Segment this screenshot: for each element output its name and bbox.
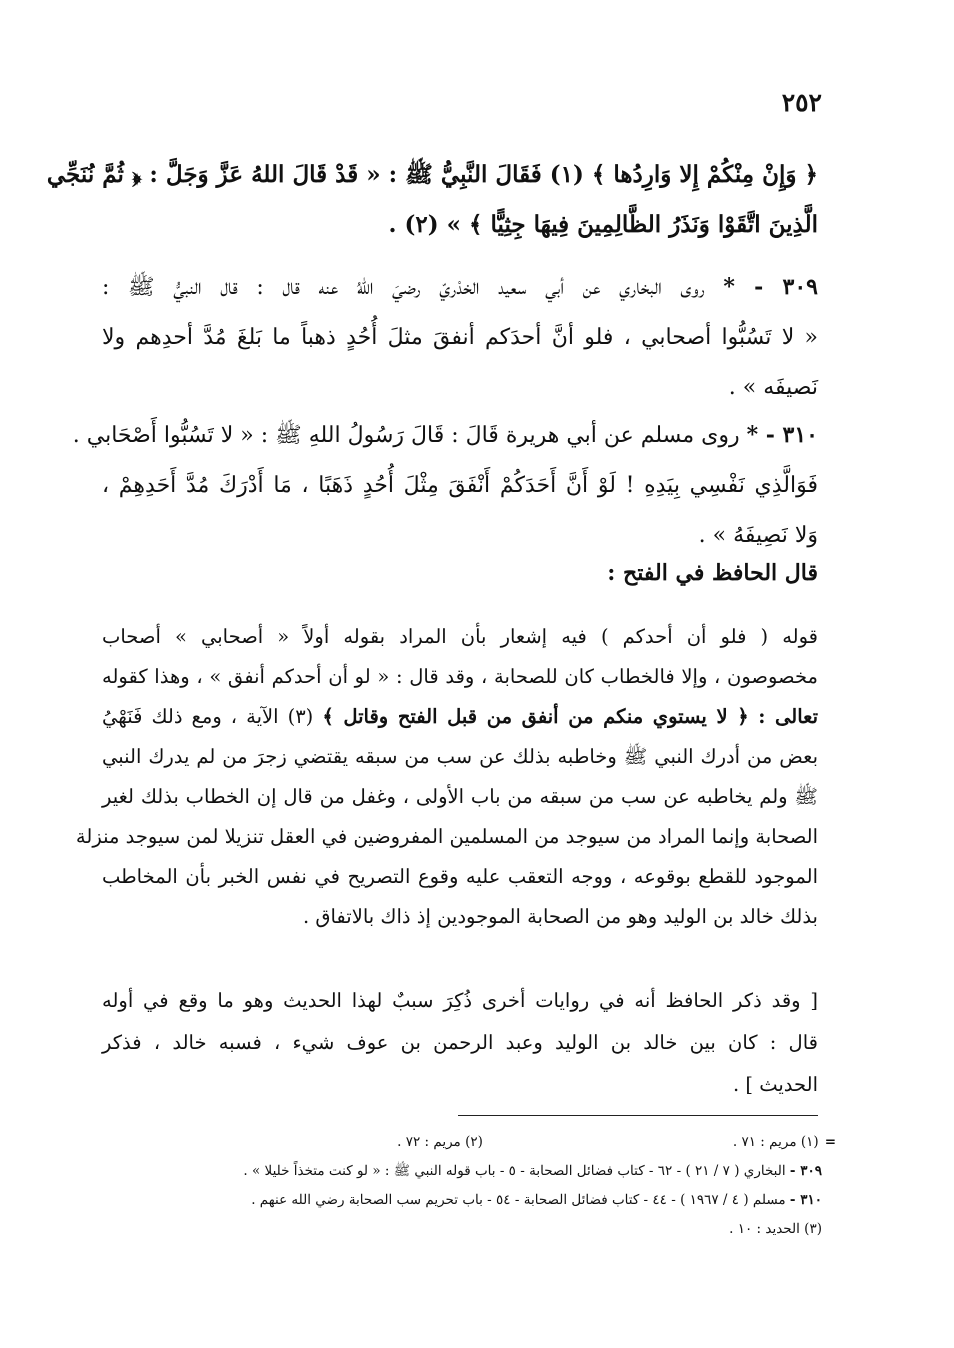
quran-line: الَّذِينَ اتَّقَوْا وَنَذَرُ الظَّالِمِينَ فِيهَا جِثِيًّا ﴾ » (٢) . — [388, 211, 818, 238]
commentary-line: ﷺ ولم يخاطبه عن سب من سبقه من باب الأولى ، وغفل من قال إن الخطاب بذلك لغير — [102, 785, 818, 808]
quran-line: ﴿ وَإِنْ مِنْكُمْ إِلا وَارِدُها ﴾ (١) فَقَالَ النَّبِيُّ ﷺ : « قَدْ قَالَ اللهُ عَزَّ وَجَلَّ : ﴿ ثُمَّ نُنَجِّي — [46, 161, 818, 188]
commentary-line: بذلك خالد بن الوليد وهو من الصحابة الموجودين إذ ذاك بالاتفاق . — [302, 905, 818, 928]
footnote-number: ٣١٠ - — [789, 1192, 822, 1208]
hadith-line: نَصيفَه » . — [728, 375, 818, 400]
commentary-line: بعض من أدرك النبي ﷺ وخاطبه بذلك عن سب من سبقه يقتضي زجرَ من لم يدرك النبي — [102, 745, 818, 768]
footnote-309: البخاري ( ٧ / ٢١ ) - ٦٢ - كتاب فضائل الصحابة - ٥ - باب قوله النبي ﷺ : « لو كنت متخذاً خليلا » . — [243, 1163, 786, 1179]
footnote-3: (٣) الحديد : ١٠ . — [729, 1221, 822, 1237]
quran-quote: تعالى : ﴿ لا يستوي منكم من أنفق من قبل الفتح وقاتل ﴾ — [322, 705, 819, 728]
page-number: ٢٥٢ — [781, 88, 822, 117]
note-line: الحديث ] . — [733, 1073, 818, 1096]
section-heading: قال الحافظ في الفتح : — [607, 560, 818, 586]
commentary-line: الصحابة وإنما المراد من سيوجد من المسلمين المفروضين في العقل تنزيلا لمن سيوجد منزلة — [75, 825, 818, 848]
hadith-line — [102, 262, 818, 313]
footnote-row — [96, 1215, 836, 1244]
hadith-number: ٣٠٩ - * — [723, 274, 818, 300]
bracketed-note — [102, 980, 818, 1106]
hadith-line: وَلا نَصِيفَهُ » . — [698, 523, 818, 548]
hadith-text: روى مسلم عن أبي هريرة قَالَ : قَالَ رَسُولُ اللهِ ﷺ : « لا تَسُبُّوا أَصْحَابي . — [72, 423, 740, 448]
commentary-text: (٣) الآية ، ومع ذلك فَنَهْيُ — [102, 705, 314, 728]
footnote-1: (١) مريم : ٧١ . — [732, 1134, 819, 1150]
hadith-line: فَوَالَّذِي نَفْسِي بِيَدِهِ ! لَوْ أَنَّ أَحَدَكُمْ أَنْفَقَ مِثْلَ أُحُدٍ ذَهَبًا ، مَا أَدْرَكَ مُدَّ أَحَدِهِمْ ، — [102, 473, 818, 498]
footnote-row — [96, 1186, 836, 1215]
continuation-marker: = — [824, 1134, 836, 1150]
commentary-paragraph — [75, 617, 819, 937]
note-line: [ وقد ذكر الحافظ أنه في روايات أخرى ذُكِرَ سببٌ لهذا الحديث وهو ما وقع في أوله — [102, 989, 818, 1012]
commentary-line — [102, 697, 818, 737]
footnotes — [96, 1128, 836, 1244]
hadith-line — [72, 410, 818, 461]
hadith-number: ٣١٠ - * — [746, 422, 818, 448]
footnote-separator — [458, 1115, 818, 1116]
footnote-number: ٣٠٩ - — [789, 1163, 822, 1179]
hadith-text: روى البخاري عن أبي سعيد الخدْريّ رضيَ اللهُ عنه قال : قال النبيُّ ﷺ : — [102, 275, 705, 300]
hadith-310 — [72, 410, 818, 561]
footnote-310: مسلم ( ٤ / ١٩٦٧ ) - ٤٤ - كتاب فضائل الصحابة - ٥٤ - باب تحريم سب الصحابة رضي الله عنهم . — [251, 1192, 786, 1208]
hadith-line: « لا تَسُبُّوا أصحابي ، فلو أنَّ أحدَكم أنفقَ مثلَ أُحُدٍ ذهباً ما بَلغَ مُدَّ أحدِهم ولا — [102, 325, 818, 350]
commentary-line: الموجود للقطع بوقوعه ، ووجه التعقب عليه وقوع التصريح في نفس الخبر بأن المخاطب — [102, 865, 818, 888]
quran-verse-block — [46, 150, 818, 250]
footnote-row — [96, 1157, 836, 1186]
hadith-309 — [102, 262, 818, 413]
commentary-line: مخصوصون ، وإلا فالخطاب كان للصحابة ، وقد قال : « لو أن أحدكم أنفق » ، وهذا كقوله — [102, 665, 818, 688]
footnote-row — [96, 1128, 836, 1157]
note-line: قال : كان بين خالد بن الوليد وعبد الرحمن بن عوف شيء ، فسبه خالد ، فذكر — [102, 1031, 818, 1054]
footnote-2: (٢) مريم : ٧٢ . — [397, 1134, 483, 1150]
commentary-line: قوله ( فلو أن أحدكم ) فيه إشعار بأن المراد بقوله أولاً « أصحابي » أصحاب — [102, 625, 818, 648]
